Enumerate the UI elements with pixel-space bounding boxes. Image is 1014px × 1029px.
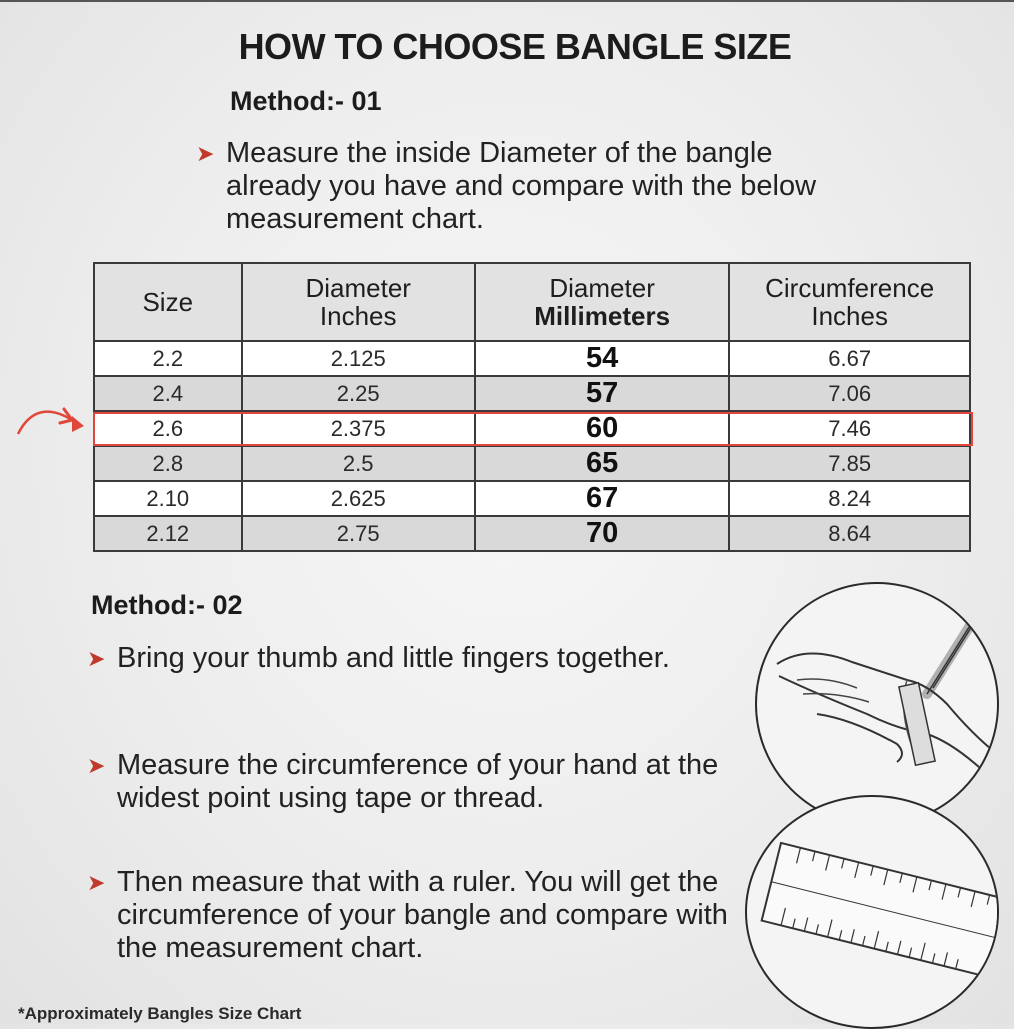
cell-circumference: 7.46 <box>729 411 970 446</box>
method2-bullet-2: ➤ Measure the circumference of your hand at the widest point using tape or thread. <box>87 749 719 814</box>
method1-bullet <box>196 137 846 236</box>
hand-measure-illustration <box>755 582 999 826</box>
cell-diameter-inches: 2.125 <box>242 341 475 376</box>
size-chart-table <box>93 262 971 552</box>
selected-row-highlight <box>93 412 973 446</box>
cell-diameter-mm: 60 <box>475 411 729 446</box>
cell-diameter-inches: 2.625 <box>242 481 475 516</box>
table-row <box>94 341 970 376</box>
cell-diameter-inches: 2.75 <box>242 516 475 551</box>
cell-diameter-mm: 65 <box>475 446 729 481</box>
method1-text: Measure the inside Diameter of the bangle already you have and compare with the below measurement chart. <box>226 137 817 235</box>
cell-circumference: 7.06 <box>729 376 970 411</box>
method2-heading: Method:- 02 <box>91 590 243 620</box>
ruler-illustration <box>745 795 999 1029</box>
cell-diameter-inches: 2.5 <box>242 446 475 481</box>
header-diameter-inches: Diameter Inches <box>242 263 475 341</box>
cell-size: 2.4 <box>94 376 242 411</box>
cell-diameter-mm: 70 <box>475 516 729 551</box>
method2-bullet-1: ➤ Bring your thumb and little fingers together. <box>87 642 670 674</box>
cell-size: 2.12 <box>94 516 242 551</box>
cell-diameter-mm: 57 <box>475 376 729 411</box>
cell-size: 2.8 <box>94 446 242 481</box>
top-divider <box>0 0 1014 2</box>
page-title: HOW TO CHOOSE BANGLE SIZE <box>238 26 792 67</box>
cell-diameter-mm: 54 <box>475 341 729 376</box>
table-row <box>94 481 970 516</box>
arrow-bullet-icon: ➤ <box>196 141 215 166</box>
cell-size: 2.10 <box>94 481 242 516</box>
curved-arrow-icon <box>14 392 96 442</box>
table-row <box>94 376 970 411</box>
header-diameter-mm: Diameter Millimeters <box>475 263 729 341</box>
header-circumference: Circumference Inches <box>729 263 970 341</box>
cell-size: 2.6 <box>94 411 242 446</box>
cell-circumference: 7.85 <box>729 446 970 481</box>
table-row <box>94 446 970 481</box>
footnote: *Approximately Bangles Size Chart <box>18 1004 302 1023</box>
cell-circumference: 8.24 <box>729 481 970 516</box>
arrow-bullet-icon: ➤ <box>87 753 106 778</box>
header-size: Size <box>94 263 242 341</box>
arrow-bullet-icon: ➤ <box>87 646 106 671</box>
arrow-bullet-icon: ➤ <box>87 870 106 895</box>
hand-tape-icon <box>757 584 997 824</box>
cell-diameter-inches: 2.375 <box>242 411 475 446</box>
method2-bullet-3: ➤ Then measure that with a ruler. You will get the circumference of your bangle and compare with the measurement chart. <box>87 866 728 964</box>
method1-heading: Method:- 01 <box>230 86 382 116</box>
cell-size: 2.2 <box>94 341 242 376</box>
cell-diameter-mm: 67 <box>475 481 729 516</box>
cell-circumference: 8.64 <box>729 516 970 551</box>
cell-circumference: 6.67 <box>729 341 970 376</box>
cell-diameter-inches: 2.25 <box>242 376 475 411</box>
table-row <box>94 516 970 551</box>
ruler-icon <box>747 797 997 1027</box>
